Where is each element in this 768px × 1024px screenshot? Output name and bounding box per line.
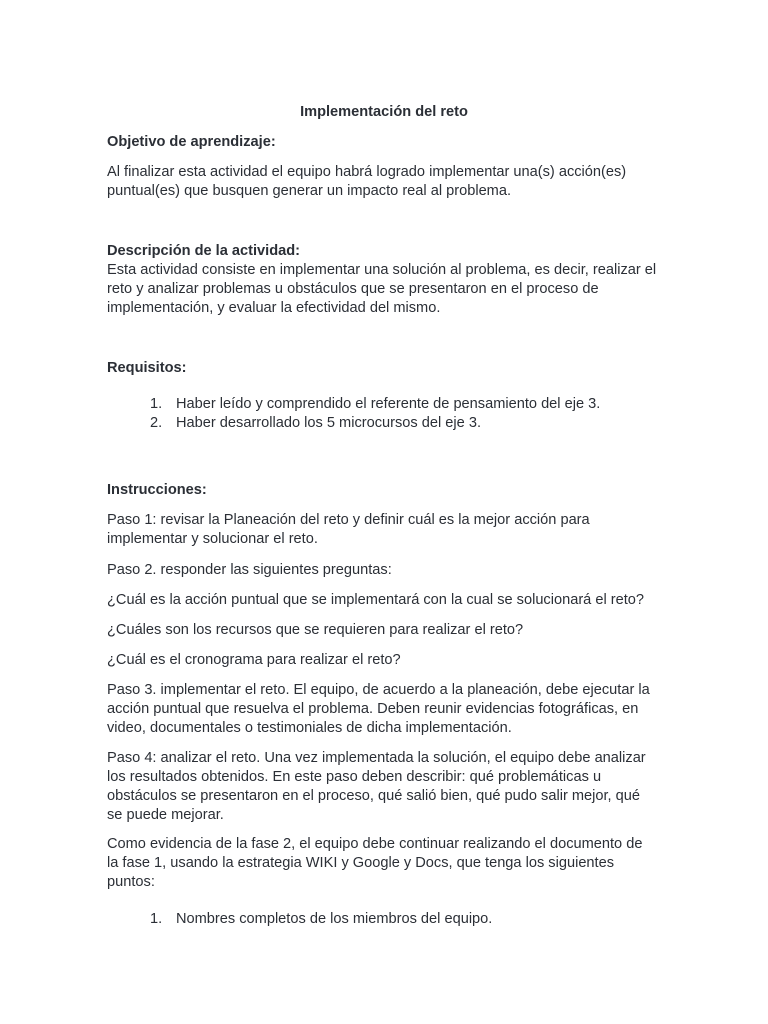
list-number: 1. [150,911,163,927]
question-1: ¿Cuál es la acción puntual que se implementará con la cual se solucionará el reto? [107,592,645,608]
evidence-line-3: puntos: [107,874,155,890]
step3-line-3: video, documentales o testimoniales de dicha implementación. [107,720,512,736]
question-3: ¿Cuál es el cronograma para realizar el reto? [107,652,401,668]
description-line-1: Esta actividad consiste en implementar una solución al problema, es decir, realizar el [107,262,657,278]
list-number: 2. [150,415,163,431]
objective-line-2: puntual(es) que busquen generar un impacto real al problema. [107,183,512,199]
step1-line-2: implementar y solucionar el reto. [107,531,318,547]
list-text: Haber desarrollado los 5 microcursos del eje 3. [176,415,481,431]
step3-line-2: acción puntual que resuelva el problema. Deben reunir evidencias fotográficas, en [107,701,639,717]
list-text: Nombres completos de los miembros del equipo. [176,911,493,927]
step3-line-1: Paso 3. implementar el reto. El equipo, de acuerdo a la planeación, debe ejecutar la [107,682,650,698]
step4-line-4: se puede mejorar. [107,807,224,823]
requirements-item-2 [150,414,481,433]
evidence-line-1: Como evidencia de la fase 2, el equipo debe continuar realizando el documento de [107,836,643,852]
instructions-heading: Instrucciones: [107,482,207,498]
description-line-2: reto y analizar problemas u obstáculos que se presentaron en el proceso de [107,281,599,297]
requirements-item-1 [150,395,600,414]
question-2: ¿Cuáles son los recursos que se requieren para realizar el reto? [107,622,524,638]
objective-line-1: Al finalizar esta actividad el equipo habrá logrado implementar una(s) acción(es) [107,164,627,180]
description-line-3: implementación, y evaluar la efectividad del mismo. [107,300,441,316]
step4-line-3: obstáculos se presentaron en el proceso, qué salió bien, qué pudo salir mejor, qué [107,788,641,804]
objective-heading: Objetivo de aprendizaje: [107,134,276,150]
document-title: Implementación del reto [300,104,468,120]
evidence-line-2: la fase 1, usando la estrategia WIKI y Google y Docs, que tenga los siguientes [107,855,615,871]
list-number: 1. [150,396,163,412]
list-text: Haber leído y comprendido el referente de pensamiento del eje 3. [176,396,601,412]
evidence-item-1 [150,910,492,929]
step2-line: Paso 2. responder las siguientes preguntas: [107,562,392,578]
description-heading: Descripción de la actividad: [107,243,301,259]
step4-line-2: los resultados obtenidos. En este paso deben describir: qué problemáticas u [107,769,602,785]
step4-line-1: Paso 4: analizar el reto. Una vez implementada la solución, el equipo debe analizar [107,750,646,766]
step1-line-1: Paso 1: revisar la Planeación del reto y definir cuál es la mejor acción para [107,512,590,528]
requirements-heading: Requisitos: [107,360,187,376]
